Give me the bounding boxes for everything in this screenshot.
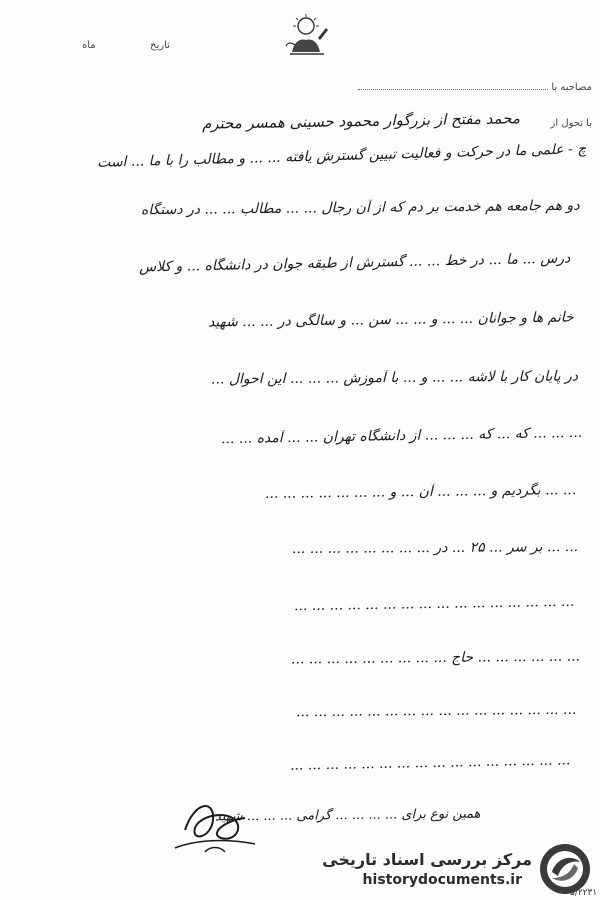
handwritten-line: همین نوع برای ... ... ... ... گرامی ... ... ... شهید	[214, 806, 481, 825]
handwritten-line: ... ... ... ... ... ... حاج ... ... ... ... ... ... ... ... ...	[290, 648, 581, 668]
document-number: ۵/۲۲۳۱	[570, 888, 598, 898]
interview-label: مصاحبه با	[551, 82, 592, 93]
watermark	[312, 838, 600, 900]
signature	[165, 790, 265, 860]
watermark-url: historydocuments.ir	[362, 872, 522, 888]
handwritten-line: دو هم جامعه هم خدمت بر دم که از آن رجال ... ... مطالب ... ... در دستگاه	[141, 197, 581, 219]
month-label: ماه	[82, 40, 96, 51]
handwritten-line: ... ... ... ... ... ... ... ... ... ... ... ... ... ... ... ...	[293, 593, 575, 615]
handwritten-line: ... ... ... ... ... ... ... ... ... ... ... ... ... ... ... ...	[295, 701, 577, 721]
handwritten-line: درس ... ما ... در خط ... ... گسترش از طبقه جوان در دانشگاه ... و کلاس	[138, 250, 571, 276]
handwritten-line: چ - علمی ما در حرکت و فعالیت تبیین گسترش یافته ... ... و مطالب را با ما ... است	[96, 141, 587, 171]
handwritten-line: در پایان کار با لاشه ... ... و ... با آموزش ... ... ... این احوال ...	[210, 368, 579, 388]
handwritten-line: ... ... بر سر ... ۲۵ ... در ... ... ... ... ... ... ... ...	[291, 539, 579, 557]
handwritten-line: خانم ها و جوانان ... ... و ... ... سن ... و سالگی در ... ... شهید	[208, 309, 575, 331]
watermark-title: مرکز بررسی اسناد تاریخی	[322, 850, 532, 869]
handwritten-line: ... ... بگردیم و ... ... ... آن ... و ... ... ... ... ... ... ...	[264, 482, 577, 502]
header-handwriting: محمد مفتح از بزرگوار محمود حسینی همسر محترم	[201, 109, 521, 133]
handwritten-line: ... ... ... که ... که ... ... ... از دانشگاه تهران ... ... آمده ... ...	[220, 424, 583, 448]
by-label: با تحول از	[550, 118, 592, 129]
handwritten-line: ... ... ... ... ... ... ... ... ... ... ... ... ... ... ... ...	[289, 752, 571, 774]
date-label: تاریخ	[150, 40, 170, 51]
